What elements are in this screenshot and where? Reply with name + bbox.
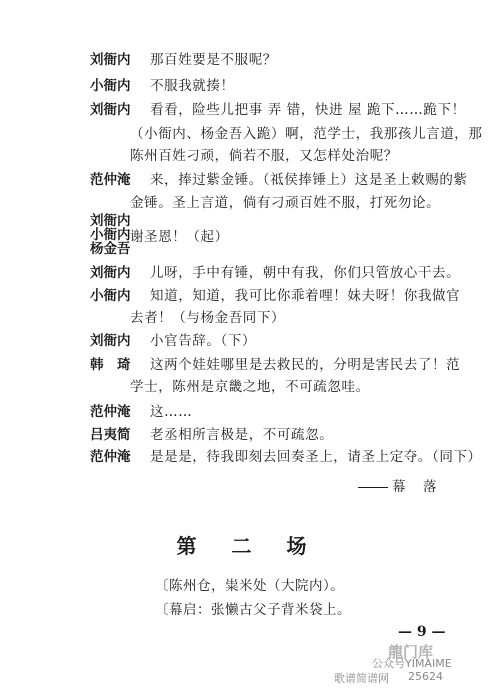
- speech-text: 知道，知道，我可比你乖着哩！妹夫呀！你我做官: [150, 288, 461, 304]
- speech-text: 金锤。圣上言道，倘有刁顽百姓不服，打死勿论。: [130, 195, 441, 211]
- speaker-name: 刘衙内: [90, 333, 131, 349]
- dialogue-continuation: [130, 310, 285, 326]
- speech-text: 儿呀，手中有锤，朝中有我，你们只管放心干去。: [150, 265, 461, 281]
- stage-direction: 〔陈州仓，粜米处（大院内）。: [155, 578, 345, 594]
- speech-text: 学士，陈州是京畿之地，不可疏忽哇。: [130, 379, 370, 395]
- speech-text: （小衙内、杨金吾入跪）啊，范学士，我那孩儿言道，那: [130, 126, 483, 142]
- group-speech: [130, 229, 229, 245]
- speaker-name: 刘衙内: [90, 52, 131, 68]
- stage-direction: 〔幕启：张懒古父子背米袋上。: [155, 602, 351, 618]
- dialogue-continuation: [130, 126, 483, 142]
- speaker-name: 小衙内: [90, 227, 131, 243]
- dialogue-continuation: [130, 379, 370, 395]
- speech-text: 去者！（与杨金吾同下）: [130, 310, 286, 326]
- speaker-name: 范仲淹: [90, 404, 131, 420]
- speaker-name: 刘衙内: [90, 213, 131, 229]
- dash-rule: [358, 487, 388, 488]
- group-speakers: [90, 214, 131, 256]
- speaker-name: 范仲淹: [90, 449, 131, 465]
- speaker-name: 小衙内: [90, 78, 131, 94]
- curtain-text: 幕 落: [392, 479, 439, 495]
- speech-text: 陈州百姓刁顽，倘若不服，又怎样处治呢？: [130, 148, 398, 164]
- speech-text: 老丞相所言极是，不可疏忽。: [150, 427, 334, 443]
- speaker-name: 杨金吾: [90, 241, 131, 257]
- speech-text: 这两个娃娃哪里是去救民的，分明是害民去了！范: [150, 357, 461, 373]
- speech-text: 那百姓要是不服呢？: [150, 52, 277, 68]
- dialogue-continuation: [130, 195, 440, 211]
- dialogue-continuation: [130, 148, 398, 164]
- speech-text: 看看，险些儿把事 弄 错，快进 屋 跪下……跪下！: [150, 102, 466, 118]
- curtain-direction: [358, 475, 439, 495]
- speech-text: 谢圣恩！（起）: [130, 229, 229, 245]
- speaker-name: 吕夷简: [90, 427, 131, 443]
- watermark-number: 25624: [408, 670, 443, 683]
- speaker-name: 小衙内: [90, 288, 131, 304]
- speech-text: 不服我就揍！: [150, 78, 235, 94]
- speaker-name: 刘衙内: [90, 265, 131, 281]
- speech-text: 来，捧过紫金锤。（祗侯捧锤上）这是圣上敕赐的紫: [150, 172, 468, 188]
- speech-text: 这……: [150, 404, 193, 420]
- watermark-text: 公众号YIMAIME: [372, 657, 452, 670]
- speaker-name: 韩 琦: [90, 357, 131, 373]
- watermark-logo: 龍门库: [388, 643, 434, 661]
- speaker-name: 范仲淹: [90, 172, 131, 188]
- speech-text: 是是是，待我即刻去回奏圣上，请圣上定夺。（同下）: [150, 449, 482, 465]
- page-number: — 9 —: [398, 624, 446, 640]
- speaker-name: 刘衙内: [90, 102, 131, 118]
- scene-title: 第 二 场: [176, 534, 321, 558]
- watermark-site: 歌谱简谱网: [334, 672, 389, 685]
- speech-text: 小官告辞。（下）: [150, 333, 257, 349]
